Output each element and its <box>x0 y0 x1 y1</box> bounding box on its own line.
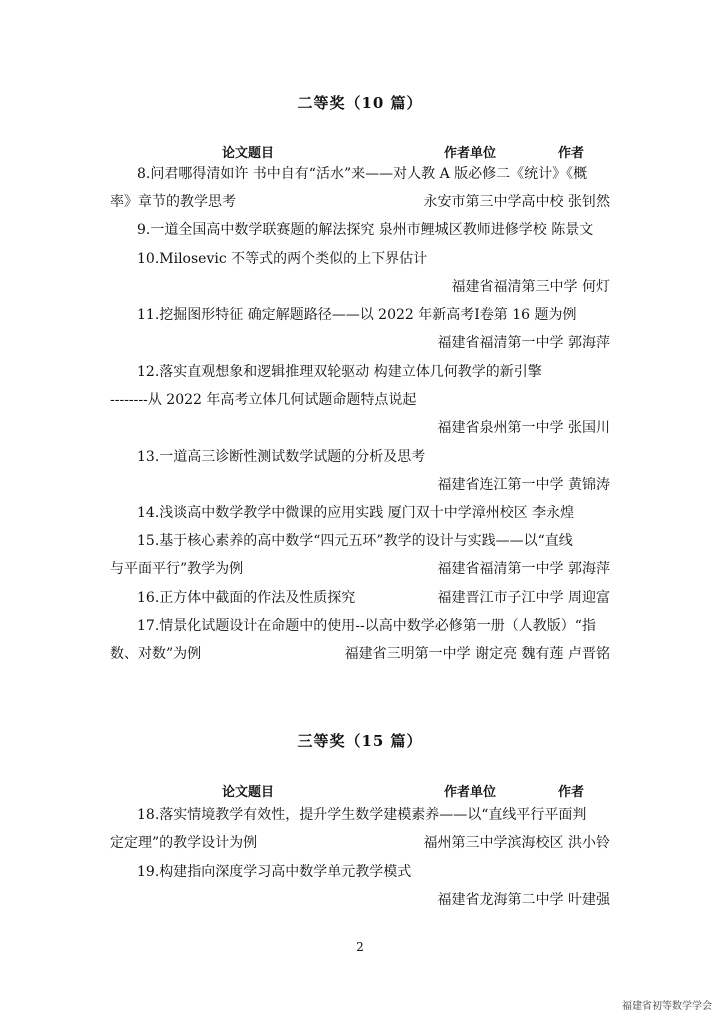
entry-affiliation: 福建省福清第一中学 郭海萍 <box>437 561 610 577</box>
entry-line: 定定理”的教学设计为例 <box>110 835 258 851</box>
page-number: 2 <box>356 940 364 954</box>
entry-line: 12.落实直观想象和逻辑推理双轮驱动 构建立体几何教学的新引擎 <box>137 364 542 380</box>
entry-line: 9.一道全国高中数学联赛题的解法探究 泉州市鲤城区教师进修学校 陈景文 <box>137 222 594 238</box>
header-paper-title: 论文题目 <box>222 785 275 800</box>
entry-line: 13.一道高三诊断性测试数学试题的分析及思考 <box>137 449 426 465</box>
entry-affiliation: 福建省福清第一中学 郭海萍 <box>437 335 610 351</box>
entry-line: 17.情景化试题设计在命题中的使用--以高中数学必修第一册（人教版）“指 <box>137 618 596 634</box>
entry-line: 14.浅谈高中数学教学中微课的应用实践 厦门双十中学漳州校区 李永煌 <box>137 505 575 521</box>
header-author-unit: 作者单位 <box>444 785 497 800</box>
entry-line: 18.落实情境教学有效性，提升学生数学建模素养——以“直线平行平面判 <box>137 807 587 823</box>
entry-line: 数、对数”为例 <box>110 646 202 662</box>
section-title-third-prize: 三等奖（15 篇） <box>297 732 423 750</box>
entry-affiliation: 永安市第三中学高中校 张钊然 <box>423 194 610 210</box>
entry-line: 16.正方体中截面的作法及性质探究 <box>137 590 356 606</box>
entry-affiliation: 福建省三明第一中学 谢定亮 魏有莲 卢晋铭 <box>344 646 610 662</box>
entry-line: 与平面平行”教学为例 <box>110 561 244 577</box>
section-title-second-prize: 二等奖（10 篇） <box>297 94 423 112</box>
entry-line: 8.问君哪得清如许 书中自有“活水”来——对人教 A 版必修二《统计》《概 <box>137 166 588 182</box>
header-author: 作者 <box>558 785 585 800</box>
watermark: 福建省初等数学学会 <box>622 1001 712 1012</box>
entry-affiliation: 福建省龙海第二中学 叶建强 <box>437 892 610 908</box>
entry-affiliation: 福建省连江第一中学 黄锦涛 <box>437 477 610 493</box>
entry-line: 率》章节的教学思考 <box>110 194 236 210</box>
header-author: 作者 <box>558 146 585 161</box>
entry-line: --------从 2022 年高考立体几何试题命题特点说起 <box>110 392 417 408</box>
header-author-unit: 作者单位 <box>444 146 497 161</box>
entry-line: 19.构建指向深度学习高中数学单元教学模式 <box>137 864 412 880</box>
entry-affiliation: 福建省福清第三中学 何灯 <box>451 279 610 295</box>
entry-line: 15.基于核心素养的高中数学“四元五环”教学的设计与实践——以“直线 <box>137 533 573 549</box>
entry-line: 11.挖掘图形特征 确定解题路径——以 2022 年新高考Ⅰ卷第 16 题为例 <box>137 307 577 323</box>
entry-affiliation: 福州第三中学滨海校区 洪小铃 <box>423 835 610 851</box>
header-paper-title: 论文题目 <box>222 146 275 161</box>
entry-line: 10.Milosevic 不等式的两个类似的上下界估计 <box>137 251 428 267</box>
entry-affiliation: 福建晋江市子江中学 周迎富 <box>437 590 610 606</box>
entry-affiliation: 福建省泉州第一中学 张国川 <box>437 420 610 436</box>
